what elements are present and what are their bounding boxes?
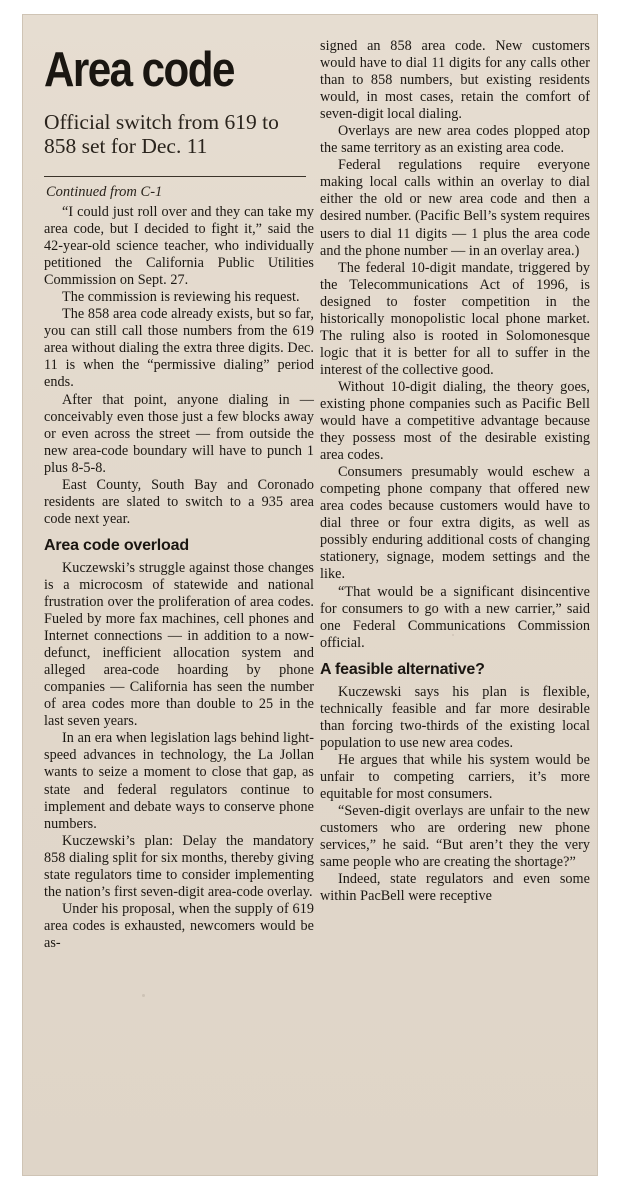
paragraph: The 858 area code already exists, but so far, you can still call those numbers from the 619 area without dialing the extra three digits. Dec. 11 is when the “permissive dialing” period ends. [44, 306, 314, 391]
divider [44, 176, 306, 177]
newspaper-clipping [22, 14, 598, 1176]
paragraph: Overlays are new area codes plopped atop the same territory as an existing area code. [320, 123, 590, 157]
paragraph: Kuczewski’s struggle against those changes is a microcosm of statewide and national frustration over the proliferation of area codes. Fueled by more fax machines, cell phones and Internet connections — in addition to a now-defunct, inefficient allocation system and alleged area-code hoarding by phone companies — California has seen the number of area codes more than double to 25 in the last seven years. [44, 559, 314, 730]
subheading-area-code-overload: Area code overload [44, 536, 189, 554]
right-column-body [320, 38, 590, 905]
headline: Area code [44, 43, 234, 97]
paragraph: “That would be a significant disincentive for consumers to go with a new carrier,” said one Federal Communications Commission official. [320, 583, 590, 651]
paper-speck [142, 994, 145, 997]
paragraph: Without 10-digit dialing, the theory goes, existing phone companies such as Pacific Bell would have a competitive advantage because they possess most of the desirable existing area codes. [320, 378, 590, 464]
paragraph: Under his proposal, when the supply of 619 area codes is exhausted, newcomers would be as- [44, 900, 314, 951]
subheading-feasible-alternative: A feasible alternative? [320, 660, 485, 678]
paragraph: Indeed, state regulators and even some within PacBell were receptive [320, 871, 590, 905]
paragraph: Kuczewski says his plan is flexible, technically feasible and far more desirable than forcing two-thirds of the existing local population to use new area codes. [320, 683, 590, 751]
paragraph: East County, South Bay and Coronado residents are slated to switch to a 935 area code next year. [44, 476, 314, 527]
paragraph: In an era when legislation lags behind light-speed advances in technology, the La Jollan wants to seize a moment to close that gap, as state and federal regulators continue to implement and debate ways to conserve phone numbers. [44, 730, 314, 832]
paragraph: The federal 10-digit mandate, triggered by the Telecommunications Act of 1996, is designed to foster competition in the historically monopolistic local phone market. The ruling also is rooted in Solomonesque logic that it is better for all to suffer in the interest of the collective good. [320, 259, 590, 378]
deck-subtitle: Official switch from 619 to 858 set for Dec. 11 [44, 110, 279, 158]
paragraph: The commission is reviewing his request. [62, 289, 300, 306]
paragraph: “Seven-digit overlays are unfair to the new customers who are ordering new phone services,” he said. “But aren’t they the very same people who are creating the shortage?” [320, 803, 590, 871]
paragraph: signed an 858 area code. New customers would have to dial 11 digits for any calls other than to 858 numbers, but existing residents would, in most cases, retain the comfort of seven-digit local dialing. [320, 38, 590, 123]
paper-speck [282, 314, 284, 317]
paragraph: Kuczewski’s plan: Delay the mandatory 858 dialing split for six months, thereby giving state regulators time to consider implementing the nation’s first seven-digit area-code overlay. [44, 832, 314, 900]
continued-from-line: Continued from C-1 [46, 184, 163, 200]
paper-speck [452, 634, 454, 636]
left-column-body [44, 204, 314, 952]
paragraph: “I could just roll over and they can take my area code, but I decided to fight it,” said the 42-year-old science teacher, who individually petitioned the California Public Utilities Commission on Sept. 27. [44, 204, 314, 289]
paragraph: After that point, anyone dialing in — conceivably even those just a few blocks away or even across the street — from outside the new area-code boundary will have to punch 1 plus 8-5-8. [44, 391, 314, 476]
paragraph: He argues that while his system would be unfair to competing carriers, it’s more equitable for most consumers. [320, 751, 590, 802]
paragraph: Federal regulations require everyone making local calls within an overlay to dial either the old or new area code and then a desired number. (Pacific Bell’s system requires users to dial 11 digits — 1 plus the area code and the phone number — in an overlay area.) [320, 157, 590, 259]
paragraph: Consumers presumably would eschew a competing phone company that offered new area codes because customers would have to dial three or four extra digits, as well as possibly enduring additional costs of changing stationery, signage, modem settings and the like. [320, 464, 590, 583]
